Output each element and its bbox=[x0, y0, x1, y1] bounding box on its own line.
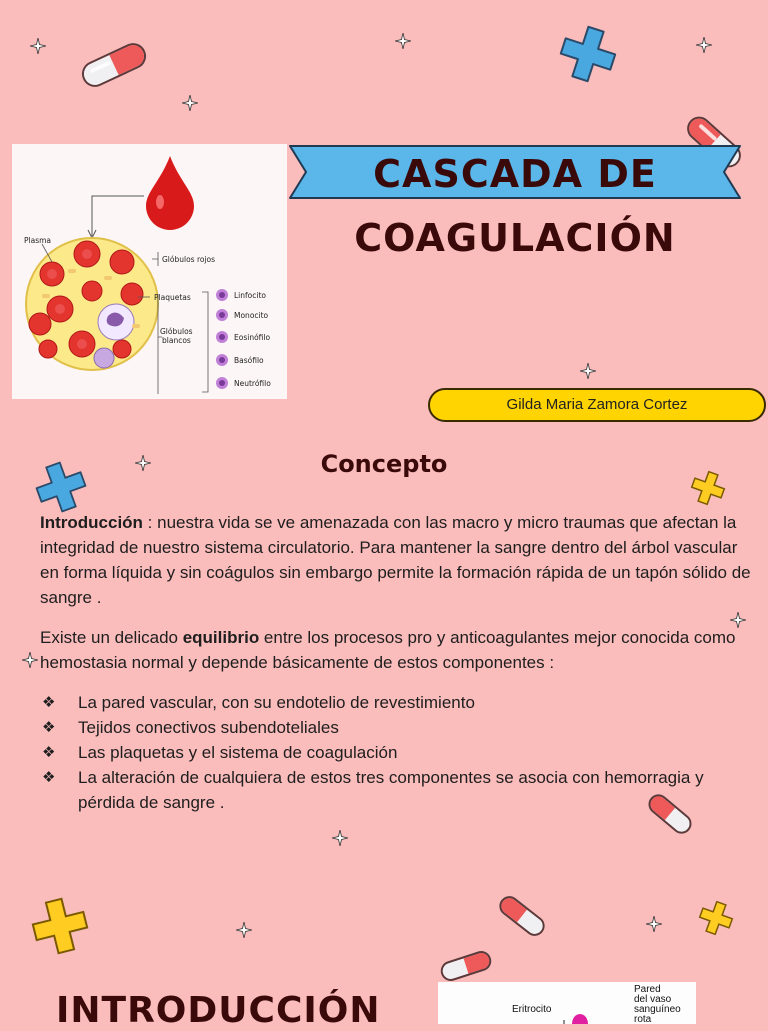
page-title-line1: CASCADA DE bbox=[373, 152, 657, 196]
pill-icon bbox=[438, 948, 494, 983]
list-item bbox=[40, 740, 752, 765]
list-item-text: La pared vascular, con su endotelio de revestimiento bbox=[78, 693, 475, 712]
bullet-diamond-icon: ❖ bbox=[42, 769, 56, 786]
blood-diagram bbox=[12, 144, 287, 399]
sparkle-icon bbox=[22, 652, 38, 668]
bullet-diamond-icon: ❖ bbox=[42, 719, 56, 736]
pill-icon bbox=[495, 892, 548, 940]
list-item-text: Tejidos conectivos subendoteliales bbox=[78, 718, 339, 737]
label-globulos-blancos-2: blancos bbox=[162, 336, 191, 345]
label-eritrocito: Eritrocito bbox=[512, 1004, 552, 1015]
erythrocyte-shape bbox=[558, 1006, 598, 1024]
label-plaquetas: Plaquetas bbox=[154, 293, 191, 302]
blood-components-figure bbox=[12, 144, 287, 399]
label-eosinofilo: Eosinófilo bbox=[234, 333, 271, 342]
author-badge: Gilda Maria Zamora Cortez bbox=[428, 388, 766, 422]
plus-icon bbox=[30, 896, 90, 956]
sparkle-icon bbox=[332, 830, 348, 846]
list-item bbox=[40, 765, 752, 815]
bullet-diamond-icon: ❖ bbox=[42, 744, 56, 761]
intro-bold-term: Introducción bbox=[40, 513, 143, 532]
list-item bbox=[40, 715, 752, 740]
list-item bbox=[40, 690, 752, 715]
section-heading-introduccion: INTRODUCCIÓN bbox=[56, 990, 381, 1031]
label-pared-4: rota bbox=[634, 1014, 652, 1024]
pill-icon bbox=[78, 39, 151, 91]
label-globulos-blancos-1: Glóbulos bbox=[160, 327, 193, 336]
balance-text-before: Existe un delicado bbox=[40, 628, 183, 647]
balance-text-after: entre los procesos pro y anticoagulantes mejor conocida como hemostasia normal y depende básicamente de estos componentes : bbox=[40, 628, 736, 672]
list-item-text: La alteración de cualquiera de estos tres componentes se asocia con hemorragia y pérdida de sangre . bbox=[78, 768, 704, 812]
balance-paragraph bbox=[40, 625, 752, 675]
vessel-figure bbox=[438, 982, 696, 1024]
page-title-line2: COAGULACIÓN bbox=[354, 216, 676, 260]
plus-icon bbox=[558, 24, 618, 84]
label-plasma: Plasma bbox=[24, 236, 52, 245]
sparkle-icon bbox=[182, 95, 198, 111]
label-pared-1: Pared bbox=[634, 984, 661, 995]
label-pared-2: del vaso bbox=[634, 994, 672, 1005]
sparkle-icon bbox=[696, 37, 712, 53]
label-linfocito: Linfocito bbox=[234, 291, 266, 300]
label-neutrofilo: Neutrófilo bbox=[234, 379, 271, 388]
section-heading-concepto: Concepto bbox=[320, 450, 448, 478]
label-pared-3: sanguíneo bbox=[634, 1004, 681, 1015]
sparkle-icon bbox=[580, 363, 596, 379]
label-globulos-rojos: Glóbulos rojos bbox=[162, 255, 216, 264]
sparkle-icon bbox=[395, 33, 411, 49]
intro-text: : nuestra vida se ve amenazada con las macro y micro traumas que afectan la integridad de nuestro sistema circulatorio. Para mantener la sangre dentro del árbol vascular en forma líquida y sin coágulos sin embargo permite la formación rápida de un tapón sólido de sangre . bbox=[40, 513, 751, 607]
plus-icon bbox=[698, 900, 734, 936]
list-item-text: Las plaquetas y el sistema de coagulación bbox=[78, 743, 398, 762]
intro-paragraph bbox=[40, 510, 752, 610]
bullet-diamond-icon: ❖ bbox=[42, 694, 56, 711]
label-monocito: Monocito bbox=[234, 311, 269, 320]
components-list bbox=[40, 690, 752, 815]
label-basofilo: Basófilo bbox=[234, 356, 264, 365]
sparkle-icon bbox=[236, 922, 252, 938]
sparkle-icon bbox=[646, 916, 662, 932]
balance-bold-term: equilibrio bbox=[182, 628, 260, 647]
sparkle-icon bbox=[30, 38, 46, 54]
